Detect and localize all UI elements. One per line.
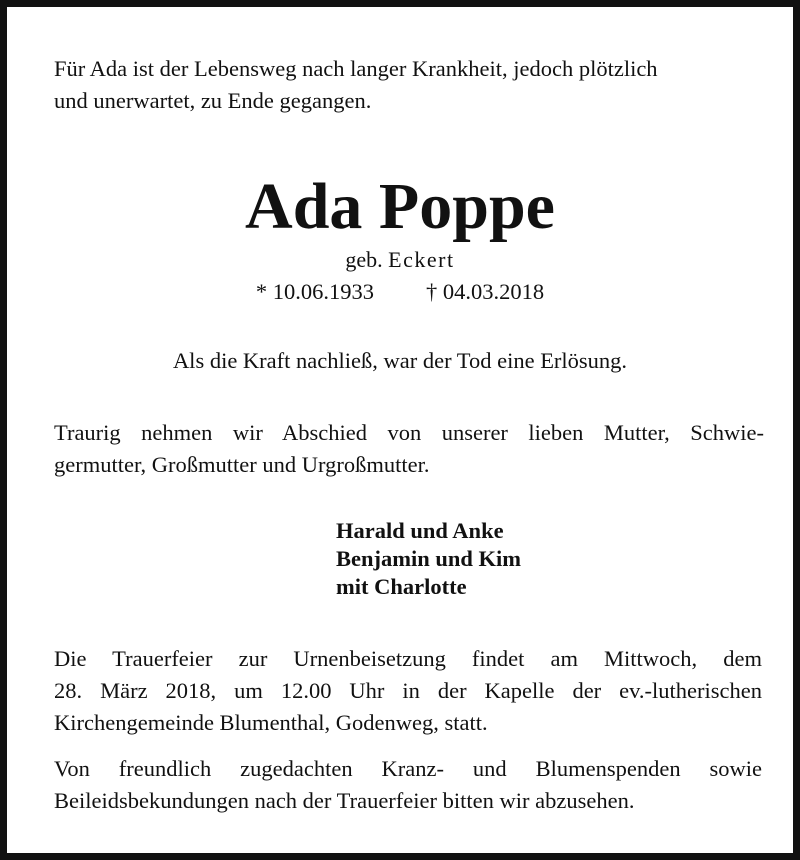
- flowers-text: [54, 753, 762, 817]
- intro-line: Für Ada ist der Lebensweg nach langer Krankheit, jedoch plötzlich: [54, 56, 658, 81]
- farewell-line: germutter, Großmutter und Urgroßmutter.: [54, 452, 430, 477]
- deceased-name: Ada Poppe: [245, 170, 555, 243]
- maiden-surname: Eckert: [388, 247, 455, 272]
- flowers-line: Von freundlich zugedachten Kranz- und Blumenspenden sowie: [54, 756, 762, 781]
- farewell-line: Traurig nehmen wir Abschied von unserer lieben Mutter, Schwie-: [54, 420, 764, 445]
- ceremony-line: Die Trauerfeier zur Urnenbeisetzung findet am Mittwoch, dem: [54, 646, 762, 671]
- death-date: † 04.03.2018: [426, 279, 545, 304]
- maiden-name: [7, 246, 793, 274]
- signer-line: mit Charlotte: [336, 574, 467, 599]
- intro-text: [54, 53, 764, 117]
- ceremony-line: 28. März 2018, um 12.00 Uhr in der Kapelle der ev.-lutherischen: [54, 678, 762, 703]
- birth-date: * 10.06.1933: [255, 279, 374, 304]
- life-dates: [7, 277, 793, 307]
- flowers-line: Beileidsbekundungen nach der Trauerfeier bitten wir abzusehen.: [54, 788, 635, 813]
- intro-line: und unerwartet, zu Ende gegangen.: [54, 88, 372, 113]
- ceremony-line: Kirchengemeinde Blumenthal, Godenweg, statt.: [54, 710, 488, 735]
- signer-line: Harald und Anke: [336, 518, 504, 543]
- farewell-text: [54, 417, 764, 481]
- signer-line: Benjamin und Kim: [336, 546, 522, 571]
- maiden-prefix: geb.: [345, 247, 383, 272]
- quote-text: Als die Kraft nachließ, war der Tod eine Erlösung.: [172, 348, 628, 373]
- signers-list: [336, 517, 521, 601]
- ceremony-text: [54, 643, 762, 739]
